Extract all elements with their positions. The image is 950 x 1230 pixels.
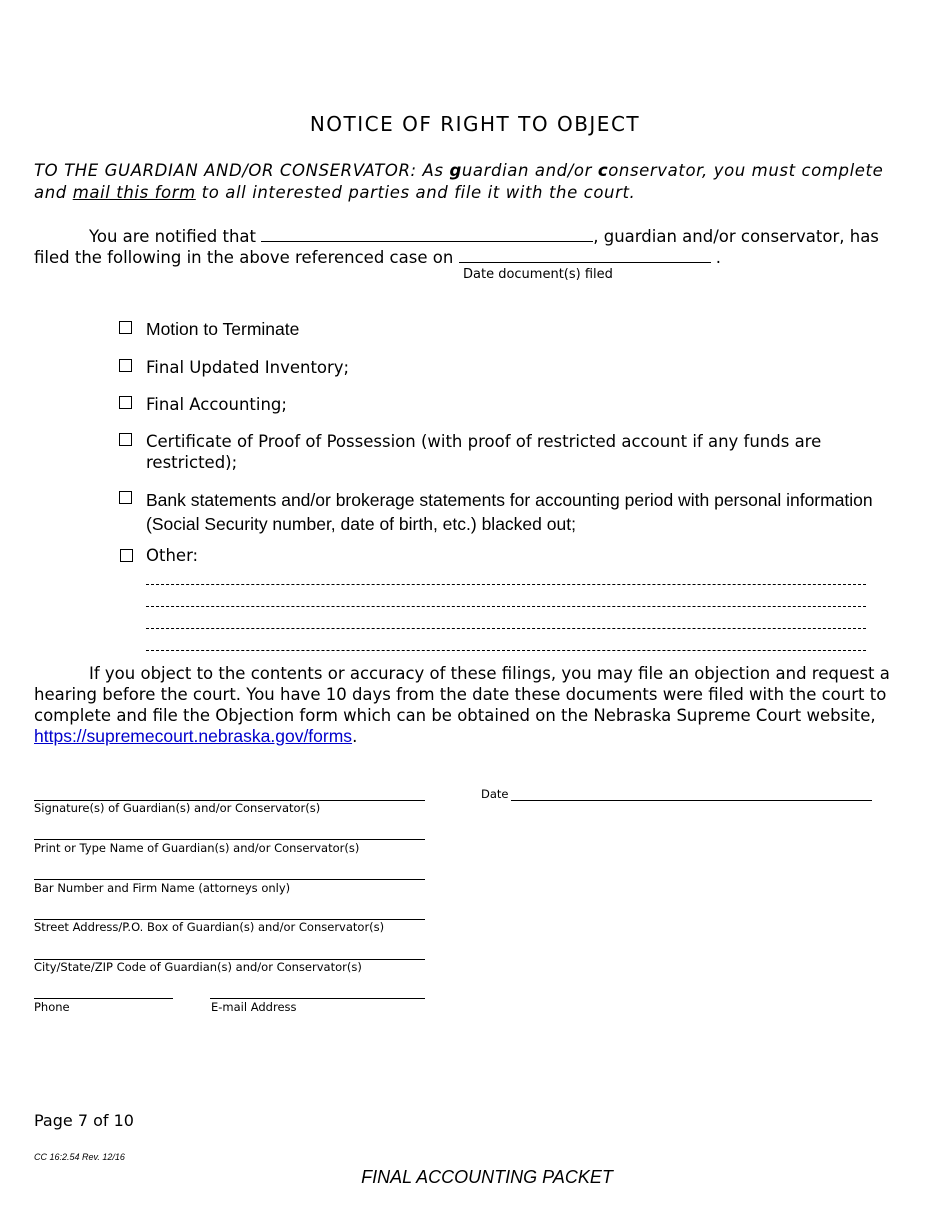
checklist-item-motion-to-terminate: Motion to Terminate <box>146 319 300 339</box>
instructions-part2: uardian and/or <box>461 161 598 180</box>
instructions-bold-c: c <box>597 161 609 180</box>
page-title: NOTICE OF RIGHT TO OBJECT <box>309 112 641 136</box>
notice-paragraph <box>34 226 919 268</box>
checkbox-other[interactable] <box>120 549 133 562</box>
packet-title: FINAL ACCOUNTING PACKET <box>361 1167 613 1187</box>
checklist-item-final-accounting: Final Accounting; <box>146 395 287 414</box>
page-number: Page 7 of 10 <box>34 1111 134 1130</box>
date-filed-caption: Date document(s) filed <box>463 267 613 282</box>
notice-part1: You are notified that <box>89 227 262 246</box>
other-line-2[interactable] <box>146 606 866 607</box>
forms-link[interactable]: https://supremecourt.nebraska.gov/forms <box>34 726 353 746</box>
notice-part2: , guardian and/or conservator, has filed the following in the above referenced case on <box>34 227 879 267</box>
phone-line[interactable] <box>34 998 173 999</box>
objection-end: . <box>352 727 358 746</box>
checkbox-certificate-of-proof[interactable] <box>119 433 132 446</box>
checklist-item-other: Other: <box>146 546 199 565</box>
checkbox-final-updated-inventory[interactable] <box>119 359 132 372</box>
checkbox-motion-to-terminate[interactable] <box>119 321 132 334</box>
date-line[interactable] <box>511 800 872 801</box>
objection-paragraph <box>34 663 914 747</box>
bar-number-caption: Bar Number and Firm Name (attorneys only) <box>34 881 291 895</box>
print-name-line[interactable] <box>34 839 425 840</box>
date-label: Date <box>481 787 509 801</box>
notice-part3: . <box>710 248 722 267</box>
instructions-underlined: mail this form <box>72 183 196 202</box>
signature-caption: Signature(s) of Guardian(s) and/or Conservator(s) <box>34 801 321 815</box>
street-address-caption: Street Address/P.O. Box of Guardian(s) and/or Conservator(s) <box>34 920 385 934</box>
email-line[interactable] <box>210 998 425 999</box>
checklist-item-final-updated-inventory: Final Updated Inventory; <box>146 358 350 377</box>
other-line-4[interactable] <box>146 650 866 651</box>
instructions-bold-g: g <box>449 161 462 180</box>
instructions <box>34 160 914 204</box>
date-filed-blank[interactable] <box>459 247 711 263</box>
print-name-caption: Print or Type Name of Guardian(s) and/or Conservator(s) <box>34 841 360 855</box>
instructions-part4: to all interested parties and file it with the court. <box>195 183 636 202</box>
instructions-part3: onservator, you must complete and <box>34 161 884 202</box>
email-caption: E-mail Address <box>211 1000 297 1014</box>
form-number: CC 16:2.54 Rev. 12/16 <box>34 1152 125 1162</box>
bar-number-line[interactable] <box>34 879 425 880</box>
city-state-zip-caption: City/State/ZIP Code of Guardian(s) and/or Conservator(s) <box>34 960 362 974</box>
checkbox-bank-statements[interactable] <box>119 491 132 504</box>
guardian-name-blank[interactable] <box>261 226 593 242</box>
checklist-item-bank-statements: Bank statements and/or brokerage statements for accounting period with personal information (Social Security number, date of birth, etc.) blacked out; <box>146 490 873 534</box>
checkbox-final-accounting[interactable] <box>119 396 132 409</box>
phone-caption: Phone <box>34 1000 70 1014</box>
objection-text: If you object to the contents or accuracy of these filings, you may file an objection and request a hearing before the court. You have 10 days from the date these documents were filed with the court to complete and file the Objection form which can be obtained on the Nebraska Supreme Court website, <box>34 664 890 725</box>
other-line-1[interactable] <box>146 584 866 585</box>
other-line-3[interactable] <box>146 628 866 629</box>
checklist-item-certificate-of-proof: Certificate of Proof of Possession (with proof of restricted account if any funds are restricted); <box>146 432 822 472</box>
instructions-lead: TO THE GUARDIAN AND/OR CONSERVATOR: As <box>34 161 450 180</box>
